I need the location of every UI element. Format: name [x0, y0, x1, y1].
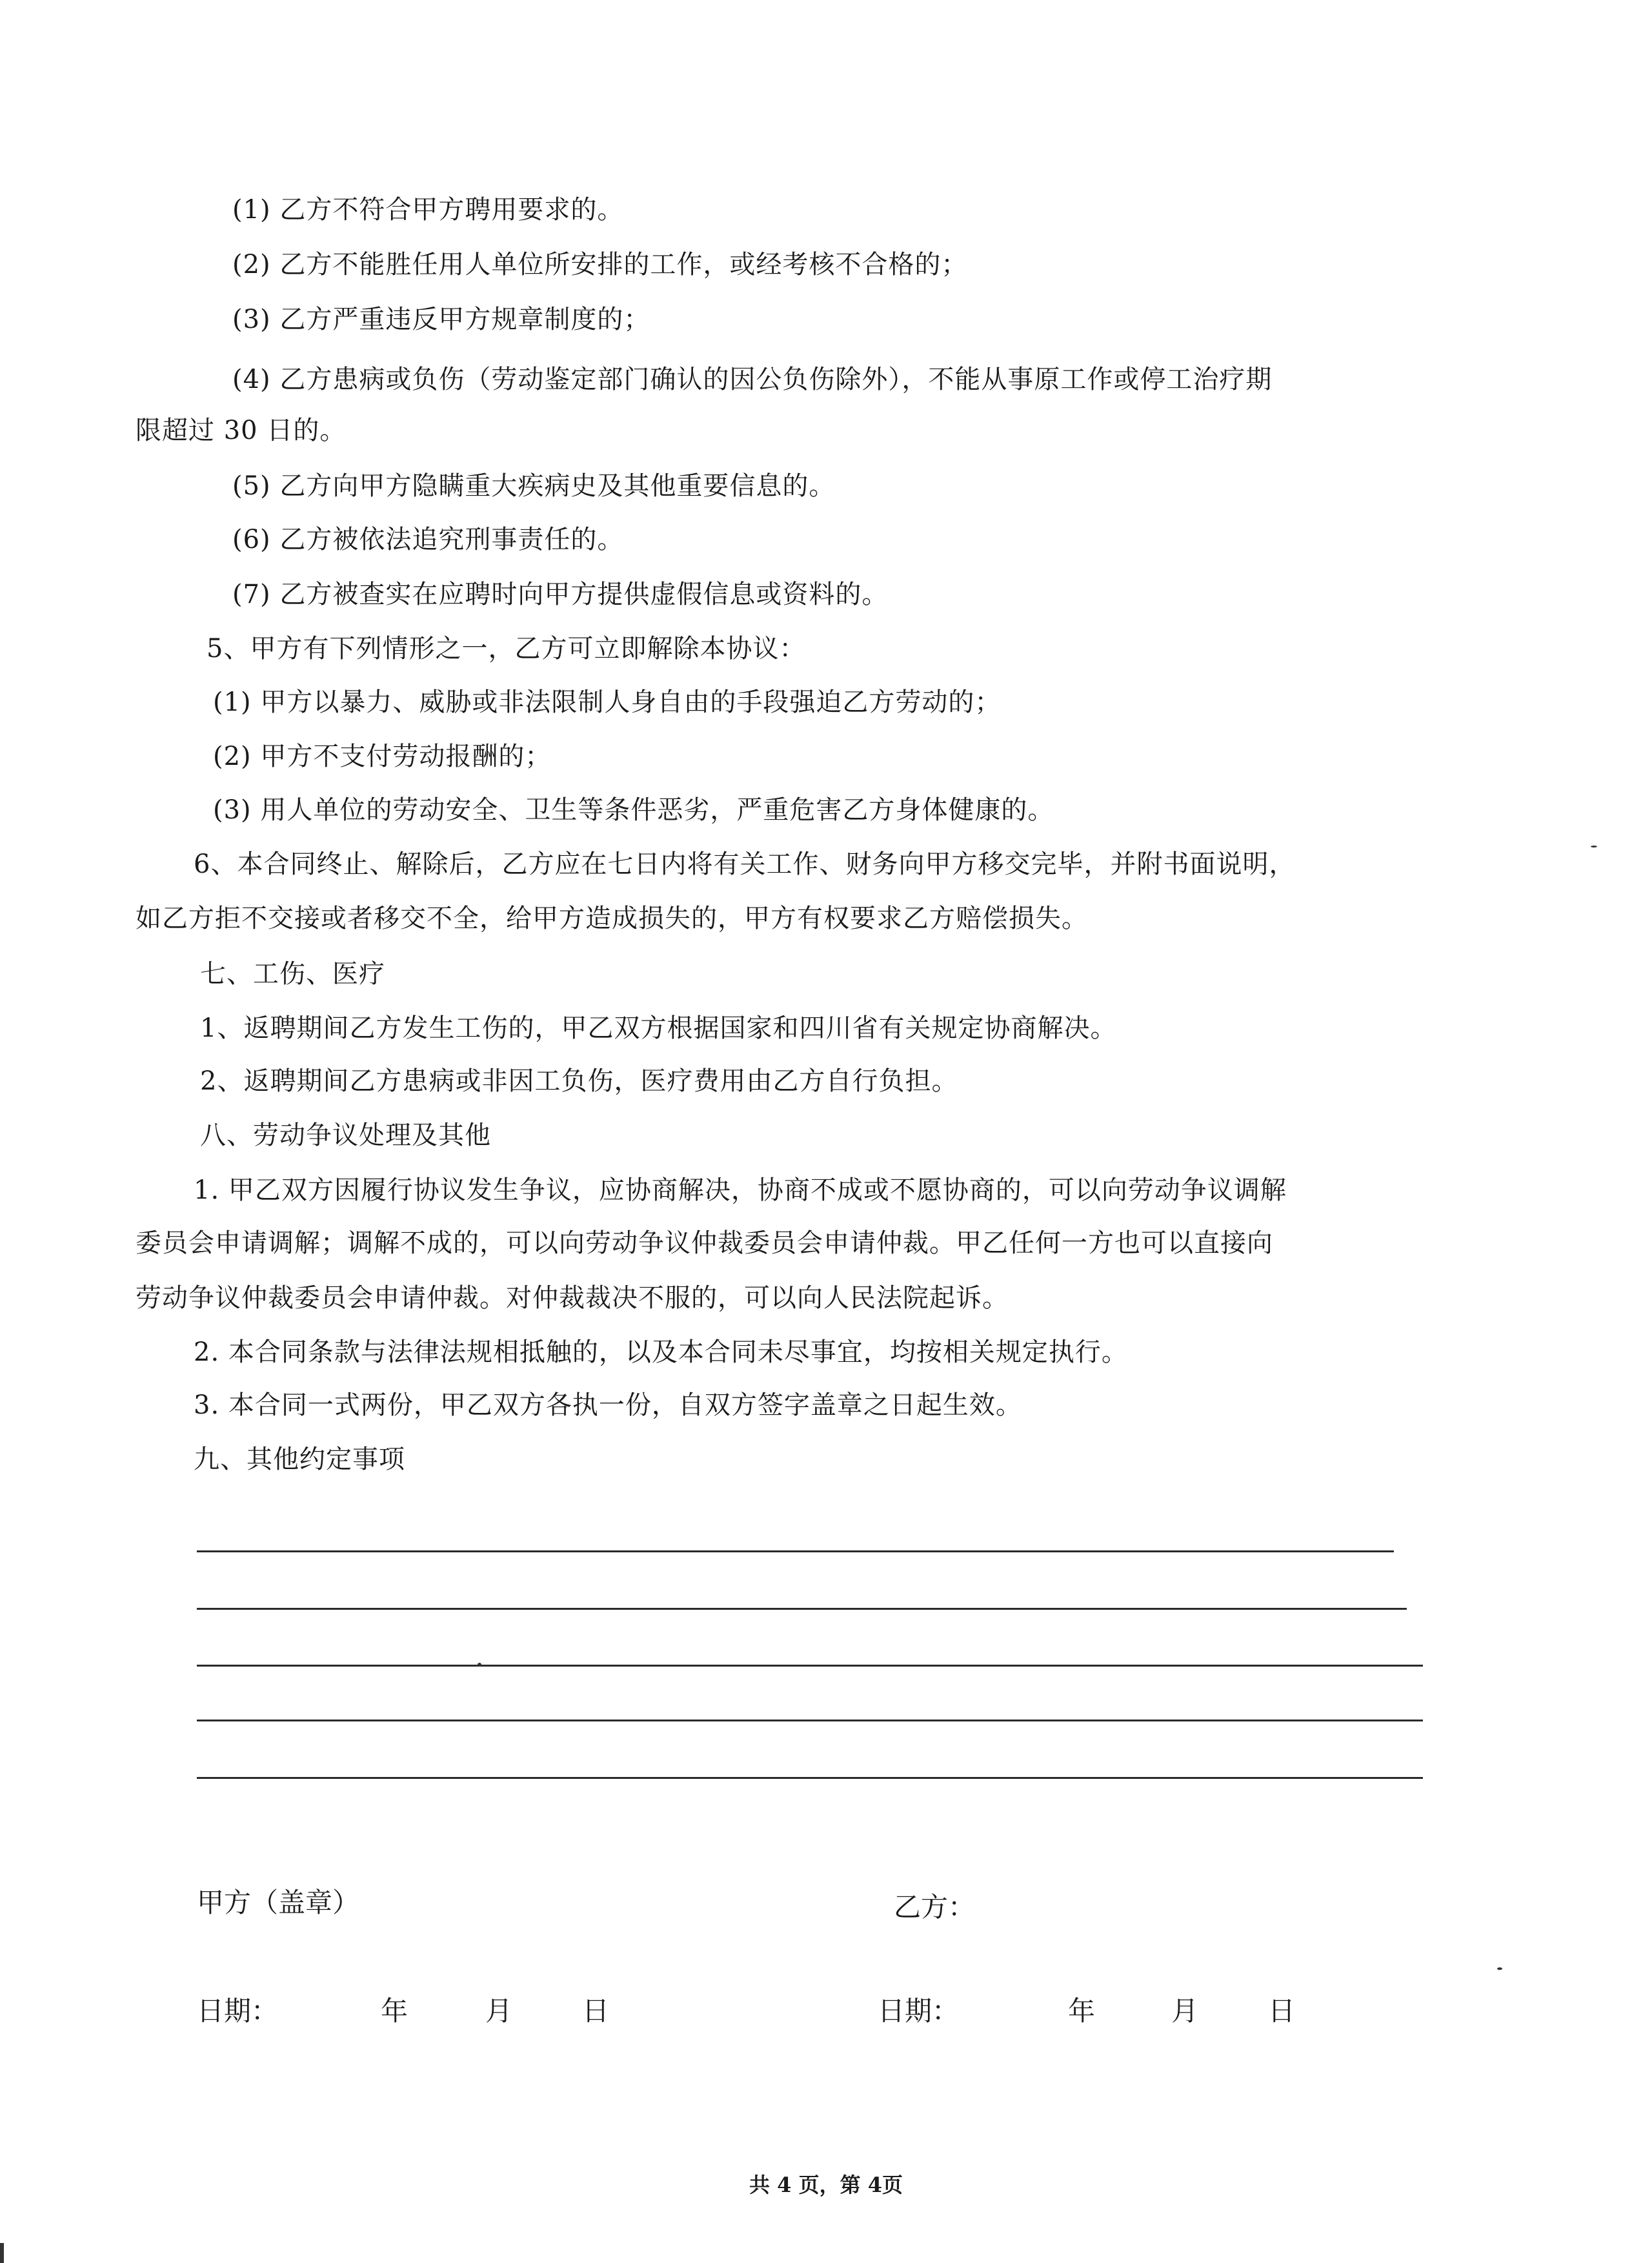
blank-line — [197, 1550, 1394, 1552]
clause-line: 限超过 30 日的。 — [136, 416, 347, 445]
party-b-year: 年 — [1068, 1995, 1096, 2027]
party-a-date-label: 日期： — [197, 1995, 279, 2027]
clause-line: 2、返聘期间乙方患病或非因工负伤，医疗费用由乙方自行负担。 — [200, 1066, 958, 1096]
page-number-footer: 共 4 页，第 4页 — [749, 2173, 903, 2197]
clause-line: (3) 用人单位的劳动安全、卫生等条件恶劣，严重危害乙方身体健康的。 — [213, 795, 1054, 825]
clause-line: (2) 甲方不支付劳动报酬的； — [213, 742, 552, 771]
party-a-year: 年 — [381, 1995, 408, 2027]
clause-line: 委员会申请调解；调解不成的，可以向劳动争议仲裁委员会申请仲裁。甲乙任何一方也可以直接向 — [136, 1228, 1273, 1258]
party-b-day: 日 — [1268, 1995, 1296, 2027]
clause-line: 1、返聘期间乙方发生工伤的，甲乙双方根据国家和四川省有关规定协商解决。 — [200, 1013, 1117, 1043]
blank-line — [197, 1777, 1423, 1779]
blank-line — [197, 1720, 1423, 1721]
clause-line: 6、本合同终止、解除后，乙方应在七日内将有关工作、财务向甲方移交完毕，并附书面说明， — [194, 849, 1296, 879]
clause-line: (6) 乙方被依法追究刑事责任的。 — [232, 525, 624, 554]
clause-line: (3) 乙方严重违反甲方规章制度的； — [232, 305, 650, 334]
clause-line: (5) 乙方向甲方隐瞒重大疾病史及其他重要信息的。 — [232, 471, 836, 501]
blank-line — [197, 1608, 1407, 1610]
clause-line: 1. 甲乙双方因履行协议发生争议，应协商解决，协商不成或不愿协商的，可以向劳动争议调解 — [194, 1175, 1287, 1205]
scan-speck — [0, 2243, 4, 2263]
scan-speck — [1497, 1967, 1502, 1970]
clause-line: 2. 本合同条款与法律法规相抵触的，以及本合同未尽事宜，均按相关规定执行。 — [194, 1337, 1128, 1367]
section-heading: 九、其他约定事项 — [194, 1445, 405, 1474]
clause-line: (4) 乙方患病或负伤（劳动鉴定部门确认的因公负伤除外），不能从事原工作或停工治疗期 — [232, 365, 1273, 394]
clause-line: 如乙方拒不交接或者移交不全，给甲方造成损失的，甲方有权要求乙方赔偿损失。 — [136, 904, 1088, 933]
scan-speck — [1591, 846, 1597, 847]
party-b-date-label: 日期： — [878, 1995, 960, 2027]
scan-speck — [478, 1663, 481, 1667]
clause-line: (1) 甲方以暴力、威胁或非法限制人身自由的手段强迫乙方劳动的； — [213, 687, 1002, 717]
party-b-month: 月 — [1171, 1995, 1199, 2027]
section-heading: 七、工伤、医疗 — [200, 959, 385, 989]
clause-line: (7) 乙方被查实在应聘时向甲方提供虚假信息或资料的。 — [232, 580, 889, 609]
party-a-seal-label: 甲方（盖章） — [197, 1887, 360, 1918]
clause-line: 劳动争议仲裁委员会申请仲裁。对仲裁裁决不服的，可以向人民法院起诉。 — [136, 1283, 1009, 1313]
party-a-day: 日 — [582, 1995, 610, 2027]
section-heading: 八、劳动争议处理及其他 — [200, 1121, 491, 1150]
party-a-month: 月 — [485, 1995, 513, 2027]
party-b-label: 乙方： — [894, 1891, 976, 1923]
clause-line: (1) 乙方不符合甲方聘用要求的。 — [232, 195, 624, 225]
clause-line: (2) 乙方不能胜任用人单位所安排的工作，或经考核不合格的； — [232, 250, 968, 279]
blank-line — [197, 1665, 1423, 1667]
clause-line: 5、甲方有下列情形之一，乙方可立即解除本协议： — [206, 634, 806, 664]
clause-line: 3. 本合同一式两份，甲乙双方各执一份，自双方签字盖章之日起生效。 — [194, 1390, 1022, 1420]
